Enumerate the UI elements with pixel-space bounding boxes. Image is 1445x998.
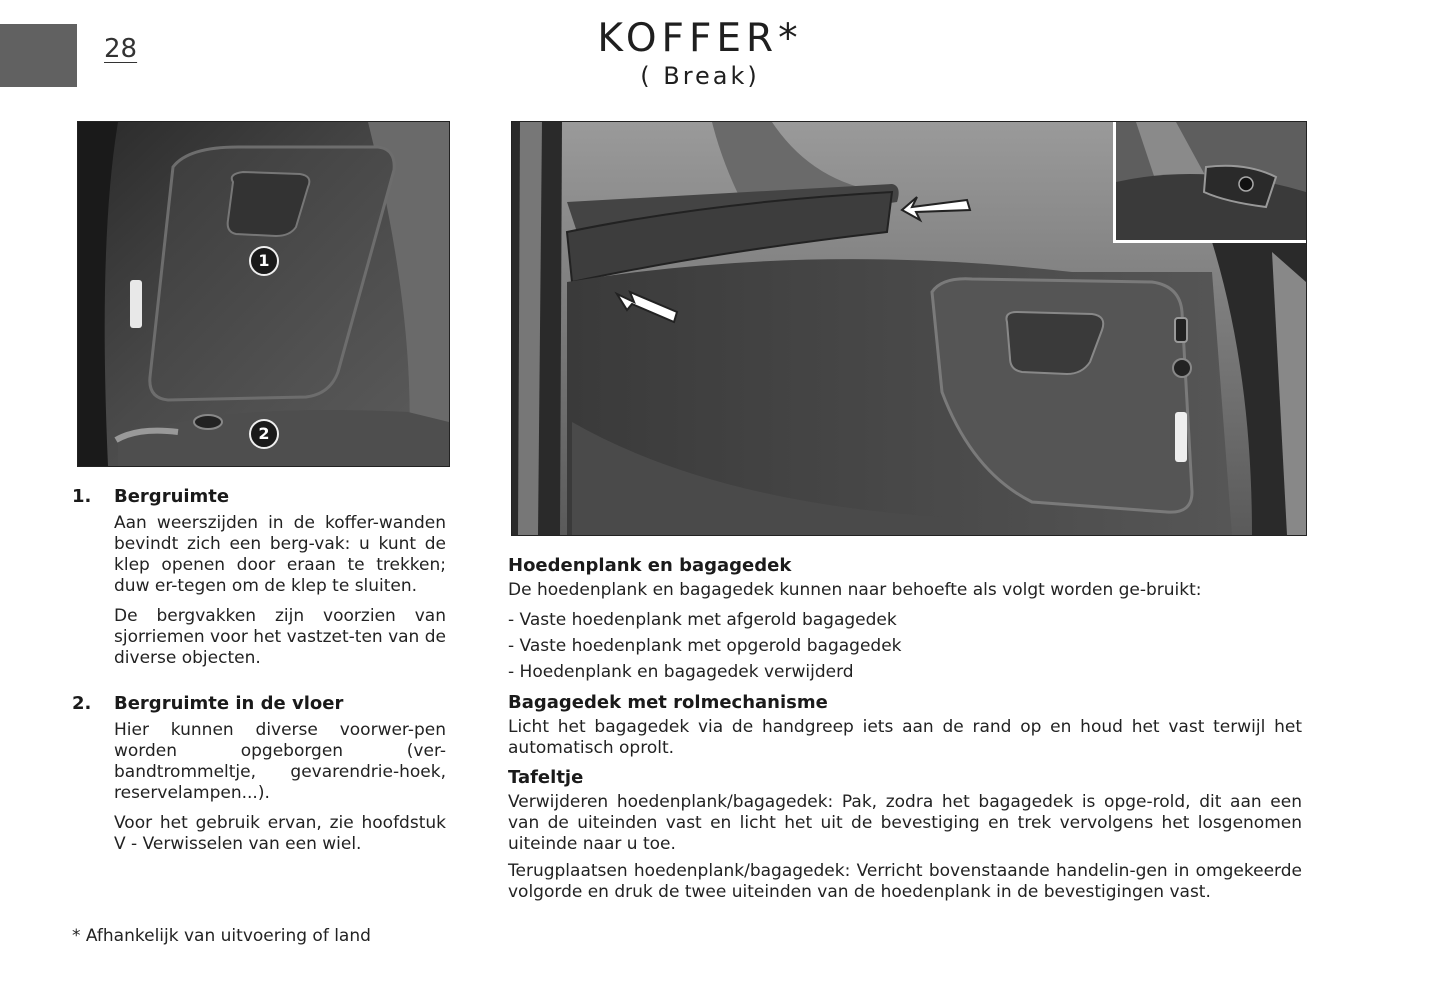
item-paragraph: De bergvakken zijn voorzien van sjorriemen voor het vastzet-ten van de diverse objecten. — [114, 606, 446, 668]
item-paragraph: Voor het gebruik ervan, zie hoofdstuk V - Verwisselen van een wiel. — [114, 813, 446, 854]
parcel-shelf-mount-inset — [1113, 122, 1306, 243]
item-number: 2. — [72, 693, 92, 714]
list-item: - Hoedenplank en bagagedek verwijderd — [508, 659, 1302, 685]
item-paragraph: Aan weerszijden in de koffer-wanden bevindt zich een berg-vak: u kunt de klep openen door eraan te trekken; duw er-tegen om de klep te sluiten. — [114, 513, 446, 596]
left-text-column — [70, 486, 446, 864]
page-subtitle: ( Break) — [640, 62, 760, 90]
list-item — [70, 693, 446, 855]
callout-2-icon: 2 — [249, 419, 279, 449]
section-paragraph: Terugplaatsen hoedenplank/bagagedek: Verricht bovenstaande handelin-gen in omgekeerde volgorde en druk de twee uiteinden van de hoedenplank in de bevestigingen vast. — [508, 861, 1302, 902]
section-heading: Bagagedek met rolmechanisme — [508, 692, 828, 713]
trunk-parcel-shelf-photo — [511, 121, 1307, 536]
section-heading: Hoedenplank en bagagedek — [508, 555, 792, 576]
page-title: KOFFER* — [597, 16, 803, 61]
item-paragraph: Hier kunnen diverse voorwer-pen worden opgeborgen (ver-bandtrommeltje, gevarendrie-hoek, reservelampen...). — [114, 720, 446, 803]
usage-options-list — [508, 607, 1302, 685]
section-heading: Tafeltje — [508, 767, 584, 788]
page-number: 28 — [104, 34, 138, 64]
section-paragraph: De hoedenplank en bagagedek kunnen naar behoefte als volgt worden ge-bruikt: — [508, 580, 1202, 600]
section-paragraph: Verwijderen hoedenplank/bagagedek: Pak, zodra het bagagedek is opge-rold, dit aan een van de uiteinden vast en licht het uit de bevestiging en trek vervolgens het losgenomen uiteinde naar u toe. — [508, 792, 1302, 854]
item-heading: Bergruimte in de vloer — [114, 693, 344, 714]
callout-1-icon: 1 — [249, 246, 279, 276]
section-paragraph: Licht het bagagedek via de handgreep iets aan de rand op en houd het vast terwijl het automatisch oprolt. — [508, 717, 1302, 758]
list-item: - Vaste hoedenplank met afgerold bagagedek — [508, 607, 1302, 633]
page-corner-tab — [0, 24, 77, 87]
list-item: - Vaste hoedenplank met opgerold bagagedek — [508, 633, 1302, 659]
storage-compartment-photo — [77, 121, 450, 467]
item-heading: Bergruimte — [114, 486, 230, 507]
list-item — [70, 486, 446, 669]
right-text-column — [508, 555, 1302, 909]
item-number: 1. — [72, 486, 92, 507]
footnote: * Afhankelijk van uitvoering of land — [72, 926, 371, 946]
